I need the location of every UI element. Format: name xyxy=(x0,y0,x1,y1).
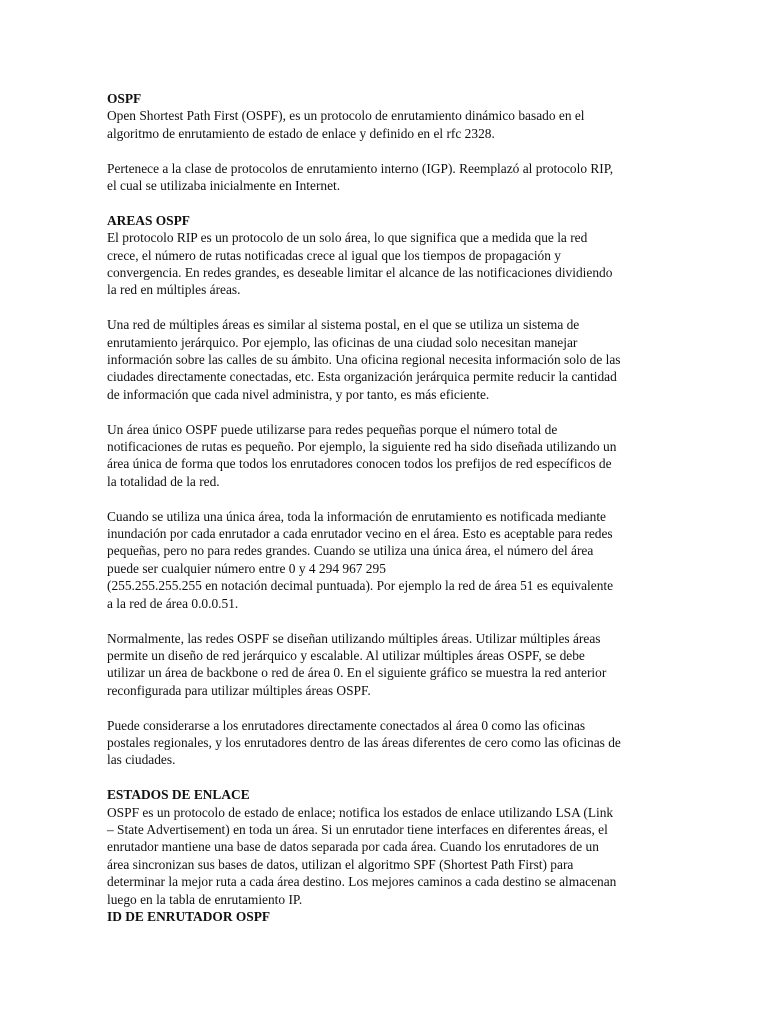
text-line: reconfigurada para utilizar múltiples áreas OSPF. xyxy=(107,682,371,698)
text-line: El protocolo RIP es un protocolo de un solo área, lo que significa que a medida que la red xyxy=(107,230,588,246)
text-line: área sincronizan sus bases de datos, utilizan el algoritmo SPF (Shortest Path First) para xyxy=(107,856,574,872)
text-line: crece, el número de rutas notificadas crece al igual que los tiempos de propagación y xyxy=(107,247,561,263)
text-line: la red en múltiples áreas. xyxy=(107,282,241,298)
text-line: área única de forma que todos los enrutadores conocen todos los prefijos de red específicos de xyxy=(107,456,612,472)
text-line: convergencia. En redes grandes, es deseable limitar el alcance de las notificaciones dividiendo xyxy=(107,265,613,281)
paragraph xyxy=(107,229,667,299)
text-line: Open Shortest Path First (OSPF), es un protocolo de enrutamiento dinámico basado en el xyxy=(107,108,585,124)
text-line: Una red de múltiples áreas es similar al sistema postal, en el que se utiliza un sistema de xyxy=(107,317,580,333)
paragraph xyxy=(107,804,667,908)
section-heading-estados-de-enlace: ESTADOS DE ENLACE xyxy=(107,787,250,803)
text-line: información sobre las calles de su ámbito. Una oficina regional necesita información solo de las xyxy=(107,352,621,368)
paragraph xyxy=(107,421,667,491)
section-heading-ospf: OSPF xyxy=(107,91,142,106)
text-line: luego en la tabla de enrutamiento IP. xyxy=(107,891,303,907)
text-line: utilizar un área de backbone o red de área 0. En el siguiente gráfico se muestra la red anterior xyxy=(107,665,607,681)
text-line: las ciudades. xyxy=(107,752,176,768)
text-line: a la red de área 0.0.0.51. xyxy=(107,595,239,611)
text-line: notificaciones de rutas es pequeño. Por ejemplo, la siguiente red ha sido diseñada utilizando un xyxy=(107,439,617,455)
text-line: la totalidad de la red. xyxy=(107,473,220,489)
text-line: Un área único OSPF puede utilizarse para redes pequeñas porque el número total de xyxy=(107,421,558,437)
text-line: ciudades directamente conectadas, etc. Esta organización jerárquica permite reducir la cantidad xyxy=(107,369,617,385)
text-line: enrutador mantiene una base de datos separada por cada área. Cuando los enrutadores de un xyxy=(107,839,599,855)
paragraph xyxy=(107,630,667,700)
text-line: pequeñas, pero no para redes grandes. Cuando se utiliza una única área, el número del área xyxy=(107,543,594,559)
text-line: puede ser cualquier número entre 0 y 4 294 967 295 xyxy=(107,560,386,576)
text-line: Normalmente, las redes OSPF se diseñan utilizando múltiples áreas. Utilizar múltiples áreas xyxy=(107,630,601,646)
text-line: algoritmo de enrutamiento de estado de enlace y definido en el rfc 2328. xyxy=(107,125,495,141)
text-line: determinar la mejor ruta a cada área destino. Los mejores caminos a cada destino se almacenan xyxy=(107,874,617,890)
text-line: permite un diseño de red jerárquico y escalable. Al utilizar múltiples áreas OSPF, se debe xyxy=(107,647,585,663)
text-line: OSPF es un protocolo de estado de enlace; notifica los estados de enlace utilizando LSA (Link xyxy=(107,804,614,820)
paragraph xyxy=(107,508,667,612)
paragraph xyxy=(107,717,667,769)
text-line: Puede considerarse a los enrutadores directamente conectados al área 0 como las oficinas xyxy=(107,717,586,733)
text-line: postales regionales, y los enrutadores dentro de las áreas diferentes de cero como las oficinas de xyxy=(107,734,621,750)
text-line: – State Advertisement) en toda un área. Si un enrutador tiene interfaces en diferentes áreas, el xyxy=(107,821,608,837)
text-line: (255.255.255.255 en notación decimal puntuada). Por ejemplo la red de área 51 es equivalente xyxy=(107,578,614,594)
text-line: Pertenece a la clase de protocolos de enrutamiento interno (IGP). Reemplazó al protocolo RIP, xyxy=(107,160,614,176)
section-heading-areas-ospf: AREAS OSPF xyxy=(107,212,190,228)
paragraph xyxy=(107,316,667,403)
text-line: inundación por cada enrutador a cada enrutador vecino en el área. Esto es aceptable para redes xyxy=(107,526,613,542)
paragraph xyxy=(107,160,667,195)
paragraph xyxy=(107,107,667,142)
document-body xyxy=(107,90,667,925)
text-line: Cuando se utiliza una única área, toda la información de enrutamiento es notificada mediante xyxy=(107,508,606,524)
section-heading-id-de-enrutador-ospf: ID DE ENRUTADOR OSPF xyxy=(107,908,271,924)
text-line: enrutamiento jerárquico. Por ejemplo, las oficinas de una ciudad solo necesitan manejar xyxy=(107,334,578,350)
text-line: el cual se utilizaba inicialmente en Internet. xyxy=(107,178,341,194)
text-line: de información que cada nivel administra, y por tanto, es más eficiente. xyxy=(107,386,490,402)
